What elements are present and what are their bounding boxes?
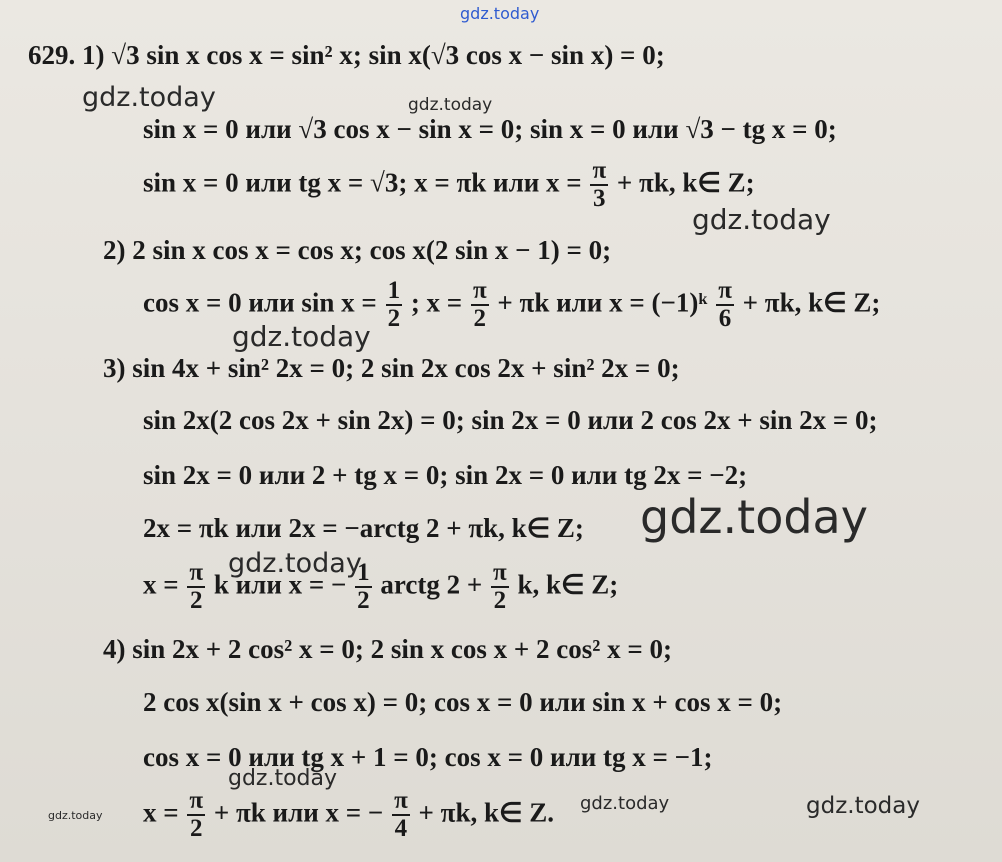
fraction bbox=[471, 278, 489, 333]
watermark: gdz.today bbox=[640, 490, 868, 544]
problem-4-line-4 bbox=[143, 788, 554, 843]
fraction bbox=[355, 560, 372, 615]
numerator: π bbox=[716, 278, 734, 306]
equation: arctg 2 + bbox=[380, 569, 483, 600]
equation: cos x = 0 или sin x = bbox=[143, 287, 377, 318]
numerator: π bbox=[491, 560, 509, 588]
problem-1-line-3 bbox=[143, 158, 755, 213]
problem-3-line-4: 2x = πk или 2x = −arctg 2 + πk, k∈ Z; bbox=[143, 513, 584, 543]
equation: + πk, k∈ Z. bbox=[418, 797, 555, 828]
equation: k, k∈ Z; bbox=[517, 569, 619, 600]
numerator: 1 bbox=[386, 278, 403, 306]
problem-3-line-2: sin 2x(2 cos 2x + sin 2x) = 0; sin 2x = 0 или 2 cos 2x + sin 2x = 0; bbox=[143, 405, 878, 435]
equation: x = bbox=[143, 569, 179, 600]
watermark: gdz.today bbox=[806, 793, 920, 819]
watermark: gdz.today bbox=[228, 766, 338, 791]
problem-3-line-5 bbox=[143, 560, 618, 615]
watermark: gdz.today bbox=[228, 548, 362, 579]
watermark: gdz.today bbox=[692, 203, 831, 236]
numerator: π bbox=[471, 278, 489, 306]
fraction bbox=[386, 278, 403, 333]
denominator: 2 bbox=[493, 587, 507, 615]
part-label: 3) bbox=[103, 353, 126, 383]
equation: + πk или x = (−1)ᵏ bbox=[497, 287, 708, 318]
fraction bbox=[590, 158, 608, 213]
denominator: 2 bbox=[473, 305, 487, 333]
denominator: 2 bbox=[387, 305, 401, 333]
equation: √3 sin x cos x = sin² x; sin x(√3 cos x − sin x) = 0; bbox=[111, 40, 665, 70]
denominator: 6 bbox=[718, 305, 732, 333]
watermark: gdz.today bbox=[408, 95, 493, 115]
watermark: gdz.today bbox=[82, 82, 216, 113]
fraction bbox=[187, 788, 205, 843]
equation: x = bbox=[143, 797, 179, 828]
problem-3-line-3: sin 2x = 0 или 2 + tg x = 0; sin 2x = 0 или tg 2x = −2; bbox=[143, 460, 748, 490]
watermark: gdz.today bbox=[48, 809, 103, 822]
watermark: gdz.today bbox=[580, 793, 670, 814]
equation: + πk, k∈ Z; bbox=[616, 167, 755, 198]
equation: sin x = 0 или tg x = √3; x = πk или x = bbox=[143, 167, 582, 198]
problem-4-line-3: cos x = 0 или tg x + 1 = 0; cos x = 0 или tg x = −1; bbox=[143, 742, 713, 772]
numerator: π bbox=[392, 788, 410, 816]
problem-1-line-1 bbox=[28, 42, 665, 69]
denominator: 4 bbox=[394, 815, 408, 843]
equation: sin 2x + 2 cos² x = 0; 2 sin x cos x + 2 cos² x = 0; bbox=[132, 634, 672, 664]
numerator: π bbox=[187, 560, 205, 588]
watermark: gdz.today bbox=[232, 320, 371, 353]
part-label: 4) bbox=[103, 634, 126, 664]
problem-3-line-1 bbox=[103, 355, 680, 382]
problem-1-line-2: sin x = 0 или √3 cos x − sin x = 0; sin x = 0 или √3 − tg x = 0; bbox=[143, 114, 837, 144]
equation: + πk или x = − bbox=[213, 797, 384, 828]
fraction bbox=[491, 560, 509, 615]
numerator: 1 bbox=[355, 560, 372, 588]
fraction bbox=[392, 788, 410, 843]
problem-2-line-2 bbox=[143, 278, 880, 333]
problem-4-line-2: 2 cos x(sin x + cos x) = 0; cos x = 0 или sin x + cos x = 0; bbox=[143, 687, 783, 717]
fraction bbox=[716, 278, 734, 333]
numerator: π bbox=[187, 788, 205, 816]
part-label: 2) bbox=[103, 235, 126, 265]
denominator: 2 bbox=[357, 587, 370, 615]
equation: 2 sin x cos x = cos x; cos x(2 sin x − 1) = 0; bbox=[132, 235, 612, 265]
fraction bbox=[187, 560, 205, 615]
watermark-top: gdz.today bbox=[460, 4, 540, 23]
equation: k или x = − bbox=[213, 569, 347, 600]
equation: ; x = bbox=[410, 287, 463, 318]
problem-number: 629. bbox=[28, 40, 76, 70]
denominator: 3 bbox=[593, 185, 606, 213]
denominator: 2 bbox=[189, 815, 203, 843]
problem-2-line-1 bbox=[103, 237, 611, 264]
equation: + πk, k∈ Z; bbox=[742, 287, 881, 318]
equation: sin 4x + sin² 2x = 0; 2 sin 2x cos 2x + sin² 2x = 0; bbox=[132, 353, 680, 383]
problem-4-line-1 bbox=[103, 636, 672, 663]
numerator: π bbox=[590, 158, 608, 186]
denominator: 2 bbox=[189, 587, 203, 615]
part-label: 1) bbox=[82, 40, 105, 70]
